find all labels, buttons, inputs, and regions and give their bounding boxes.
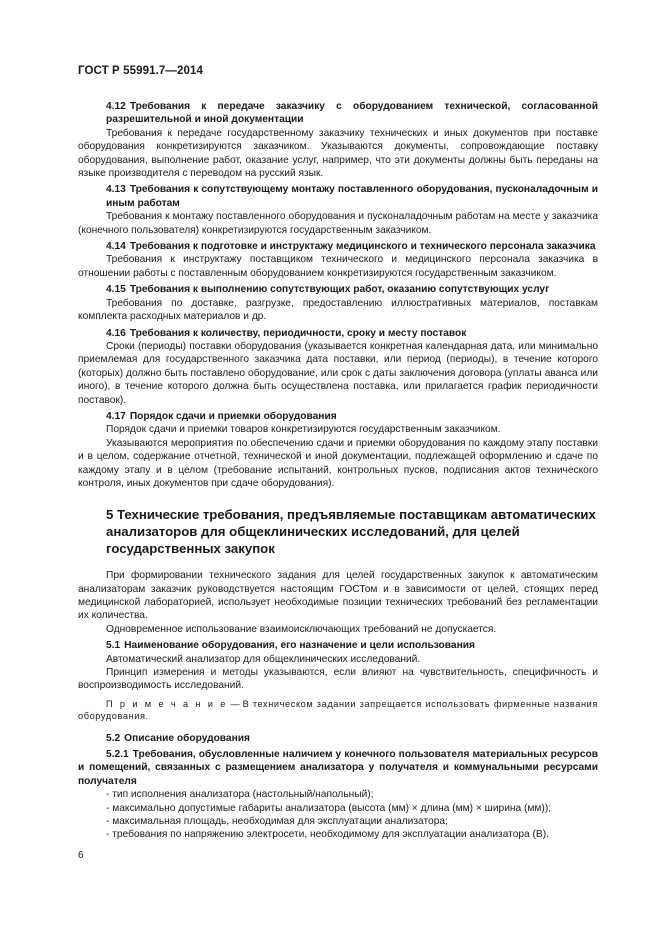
heading-number: 4.12 [106, 101, 126, 112]
list-item: - требования по напряжению электросети, необходимому для эксплуатации анализатора (В). [106, 829, 549, 841]
heading-number: 4.13 [106, 184, 126, 196]
list-item: - тип исполнения анализатора (настольный/напольный); [106, 789, 374, 801]
paragraph: Требования к передаче государственному заказчику технических и иных документов при поставке оборудования конкретизируются заказчиком. Указываются документы, сопровождающие поставку оборудования, выполнение работ, оказание услуг, например, что эти документы должны быть переданы на языке производителя с переводом на русский язык. [78, 127, 598, 180]
heading-number: 4.14 [106, 241, 126, 253]
paragraph: Требования к монтажу поставленного оборудования и пусконаладочным работам на месте у заказчика (конечного пользователя) конкретизируются государственным заказчиком. [78, 211, 598, 236]
heading-4-17 [78, 410, 598, 423]
paragraph: Одновременное использование взаимоисключающих требований не допускается. [106, 623, 497, 635]
heading-number: 4.17 [106, 410, 126, 422]
paragraph: Принцип измерения и методы указываются, если влияют на чувствительность, специфичность и воспроизводимость исследований. [78, 667, 598, 692]
paragraph: Порядок сдачи и приемки товаров конкретизируются государственным заказчиком. [106, 424, 501, 436]
note-label: П р и м е ч а н и е [106, 698, 228, 709]
list-item: - максимально допустимые габариты анализатора (высота (мм) × длина (мм) × ширина (мм)); [106, 802, 552, 814]
heading-text: Требования к выполнению сопутствующих работ, оказанию сопутствующих услуг [129, 284, 550, 296]
heading-number: 4.16 [106, 327, 126, 339]
note-text: В техническом задании запрещается использовать фирменные названия оборудования. [78, 698, 598, 722]
heading-text: Требования к подготовке и инструктажу медицинского и технического персонала заказчика [129, 241, 596, 253]
heading-number: 4.15 [106, 284, 126, 296]
document-body [78, 97, 598, 842]
paragraph: Автоматический анализатор для общеклинических исследований. [106, 653, 421, 665]
page-number: 6 [78, 850, 84, 861]
heading-4-12 [78, 100, 598, 127]
heading-5-1 [78, 639, 598, 652]
heading-text: Требования к сопутствующему монтажу поставленного оборудования, пусконаладочным и иным работам [106, 184, 598, 209]
note [78, 698, 598, 723]
section-5-title: 5 Технические требования, предъявляемые поставщикам автоматических анализаторов для общеклинических исследований, для целей государственных закупок [106, 507, 596, 556]
heading-4-13 [78, 183, 598, 210]
paragraph: При формировании технического задания для целей государственных закупок к автоматическим анализаторам заказчик руководствуется настоящим ГОСТом и в зависимости от целей, стоящих перед медицинской лабораторией, использует необходимые позиции технических требований без регламентации их количества. [78, 570, 598, 622]
heading-text: Требования к количеству, периодичности, сроку и месту поставок [129, 327, 467, 339]
heading-text: Наименование оборудования, его назначение и цели использования [124, 640, 475, 652]
paragraph: Указываются мероприятия по обеспечению сдачи и приемки оборудования по каждому этапу поставки и в целом, содержание отчетной, технической и иной документации, подлежащей оформлению и сдаче по каждому этапу и в целом (требование испытаний, контрольных пусков, подписания актов технического контроля, иных документов при сдаче оборудования). [78, 437, 598, 489]
heading-number: 5.2 [106, 732, 121, 744]
heading-text: Требования к передаче заказчику с оборудованием технической, согласованной разрешительной и иной документации [106, 101, 598, 126]
note-dash: — [227, 698, 243, 709]
paragraph: Требования по доставке, разгрузке, предоставлению иллюстративных материалов, поставкам комплекта расходных материалов и др. [78, 297, 598, 323]
heading-5-2-1 [78, 748, 598, 788]
paragraph: Сроки (периоды) поставки оборудования (указывается конкретная календарная дата, или минимально приемлемая для государственного заказчика дата поставки, или период (периоды), в течение которого (которых) должно быть поставлено оборудование, или срок с даты заключения договора (уплаты аванса или иного), в течение которого должна быть осуществлена поставка, или прилагается график периодичности поставок). [78, 340, 598, 406]
heading-4-15 [78, 283, 598, 296]
heading-5-2 [78, 732, 598, 745]
document-header: ГОСТ Р 55991.7—2014 [78, 65, 203, 77]
heading-number: 5.1 [106, 640, 121, 652]
paragraph: Требования к инструктажу поставщиком технического и медицинского персонала заказчика в отношении работы с поставленным оборудованием конкретизируются государственным заказчиком. [78, 254, 598, 279]
list-item: - максимальная площадь, необходимая для эксплуатации анализатора; [106, 816, 448, 828]
heading-text: Описание оборудования [124, 732, 250, 744]
heading-4-16 [78, 327, 598, 340]
heading-text: Порядок сдачи и приемки оборудования [129, 410, 337, 422]
heading-text: Требования, обусловленные наличием у конечного пользователя материальных ресурсов и помещений, связанных с размещением анализатора у получателя и коммунальными ресурсами получателя [78, 749, 598, 787]
heading-4-14 [78, 240, 598, 253]
heading-number: 5.2.1 [106, 749, 129, 761]
